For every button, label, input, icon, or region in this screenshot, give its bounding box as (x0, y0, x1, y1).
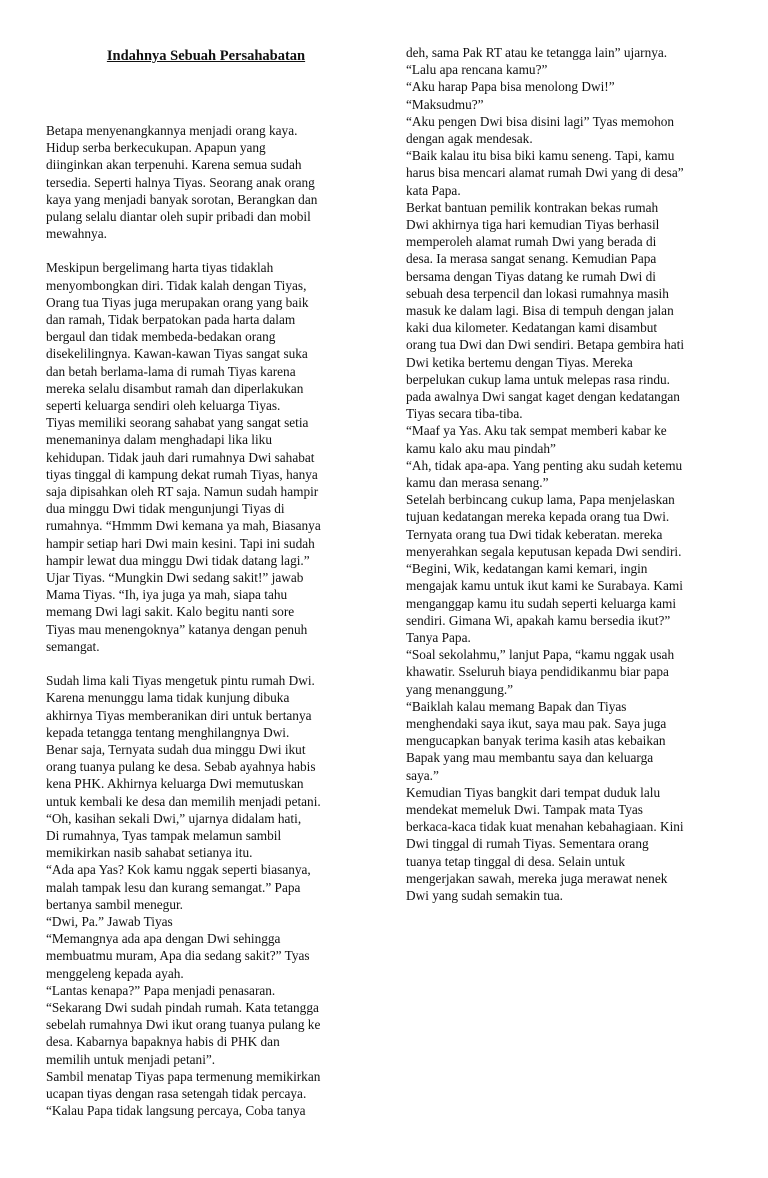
text-line: Ujar Tiyas. “Mungkin Dwi sedang sakit!” jawab (46, 570, 304, 586)
text-line: “Baiklah kalau memang Bapak dan Tiyas (406, 698, 627, 714)
text-line: menyerahkan segala keputusan kepada Dwi sendiri. (406, 543, 682, 559)
text-line: hampir lewat dua minggu Dwi tidak datang lagi.” (46, 552, 310, 568)
text-line: “Aku pengen Dwi bisa disini lagi” Tyas memohon (406, 113, 675, 129)
text-line: mengajak kamu untuk ikut kami ke Surabaya. Kami (406, 578, 683, 594)
text-line: “Kalau Papa tidak langsung percaya, Coba tanya (46, 1103, 306, 1119)
text-line: disekelilingnya. Kawan-kawan Tiyas sangat suka (46, 346, 308, 362)
text-line: ucapan tiyas dengan rasa setengah tidak percaya. (46, 1085, 307, 1101)
text-line: untuk kembali ke desa dan memilih menjadi petani. (46, 793, 321, 809)
text-line: menggeleng kepada ayah. (46, 965, 184, 981)
text-line: kamu kalo aku mau pindah” (406, 440, 556, 456)
text-line: “Baik kalau itu bisa biki kamu seneng. Tapi, kamu (406, 148, 675, 164)
text-line: berkaca-kaca tidak kuat menahan kebahagiaan. Kini (406, 819, 684, 835)
text-line: “Maaf ya Yas. Aku tak sempat memberi kabar ke (406, 423, 667, 439)
text-line: bersama dengan Tiyas datang ke rumah Dwi di (406, 268, 657, 284)
text-line: mereka selalu disambut ramah dan diperlakukan (46, 380, 304, 396)
text-line: Karena menunggu lama tidak kunjung dibuka (46, 690, 290, 706)
text-line: kaya yang menjadi banyak sorotan, Berangkan dan (46, 191, 318, 207)
text-line: dan betah berlama-lama di rumah Tiyas karena (46, 363, 296, 379)
paragraph-gap (46, 242, 358, 259)
right-column (406, 44, 728, 904)
text-line: deh, sama Pak RT atau ke tetangga lain” ujarnya. (406, 45, 668, 60)
text-line: “Aku harap Papa bisa menolong Dwi!” (406, 79, 615, 95)
text-line: sendiri. Gimana Wi, apakah kamu bersedia ikut?” (406, 612, 671, 628)
text-line: dua minggu Dwi tidak mengunjungi Tiyas di (46, 501, 285, 517)
text-line: tujuan kedatangan mereka kepada orang tua Dwi. (406, 509, 670, 525)
text-line: hampir setiap hari Dwi main kesini. Tapi ini sudah (46, 535, 315, 551)
text-line: mengerjakan sawah, mereka juga merawat nenek (406, 870, 668, 886)
text-line: diinginkan akan terpenuhi. Karena semua sudah (46, 157, 302, 173)
text-line: Bapak yang mau membantu saya dan keluarga (406, 750, 654, 766)
paragraph (46, 259, 358, 655)
text-line: Dwi yang sudah semakin tua. (406, 887, 563, 903)
text-line: dengan agak mendesak. (406, 131, 533, 147)
text-line: semangat. (46, 638, 100, 654)
text-line: orang tua Dwi dan Dwi sendiri. Betapa gembira hati (406, 337, 685, 353)
text-line: bergaul dan tidak membeda-bedakan orang (46, 329, 276, 345)
text-line: Berkat bantuan pemilik kontrakan bekas rumah (406, 199, 659, 215)
paragraph-gap (46, 655, 358, 672)
text-line: “Soal sekolahmu,” lanjut Papa, “kamu nggak usah (406, 647, 675, 663)
left-column-body (46, 122, 358, 1119)
text-line: kena PHK. Akhirnya keluarga Dwi memutuskan (46, 776, 304, 792)
text-line: yang menanggung.” (406, 681, 514, 697)
text-line: Sambil menatap Tiyas papa termenung memikirkan (46, 1068, 321, 1084)
text-line: orang tuanya pulang ke desa. Sebab ayahnya habis (46, 759, 316, 775)
text-line: tuanya tetap tinggal di desa. Selain untuk (406, 853, 625, 869)
text-line: menganggap kamu itu sudah seperti keluarga kami (406, 595, 677, 611)
text-line: Kemudian Tiyas bangkit dari tempat duduk lalu (406, 784, 661, 800)
text-line: Dwi ketika bertemu dengan Tiyas. Mereka (406, 354, 633, 370)
text-line: Betapa menyenangkannya menjadi orang kaya. (46, 123, 298, 138)
text-line: masuk ke dalam lagi. Bisa di tempuh dengan jalan (406, 303, 674, 319)
text-line: Dwi akhirnya tiga hari kemudian Tiyas berhasil (406, 217, 660, 233)
right-column-body (406, 44, 728, 904)
text-line: Tiyas mau menengoknya” katanya dengan penuh (46, 621, 308, 637)
text-line: “Maksudmu?” (406, 96, 484, 112)
text-line: Tiyas secara tiba-tiba. (406, 406, 523, 422)
text-line: sebuah desa terpencil dan lokasi rumahnya masih (406, 285, 669, 301)
text-line: harus bisa mencari alamat rumah Dwi yang di desa” (406, 165, 684, 181)
text-line: akhirnya Tiyas memberanikan diri untuk bertanya (46, 707, 312, 723)
text-line: kaki dua kilometer. Kedatangan kami disambut (406, 320, 658, 336)
text-line: Sudah lima kali Tiyas mengetuk pintu rumah Dwi. (46, 673, 315, 689)
text-line: saya.” (406, 767, 439, 783)
text-line: Mama Tiyas. “Ih, iya juga ya mah, siapa tahu (46, 587, 288, 603)
text-line: sebelah rumahnya Dwi ikut orang tuanya pulang ke (46, 1017, 321, 1033)
text-line: “Sekarang Dwi sudah pindah rumah. Kata tetangga (46, 999, 319, 1015)
text-line: Dwi tinggal di rumah Tiyas. Sementara orang (406, 836, 649, 852)
text-line: “Dwi, Pa.” Jawab Tiyas (46, 913, 173, 929)
text-line: “Memangnya ada apa dengan Dwi sehingga (46, 931, 281, 947)
text-line: saja dipisahkan oleh RT saja. Namun sudah hampir (46, 484, 319, 500)
text-line: “Begini, Wik, kedatangan kami kemari, ingin (406, 561, 648, 577)
document-title: Indahnya Sebuah Persahabatan (106, 48, 306, 64)
text-line: “Lantas kenapa?” Papa menjadi penasaran. (46, 982, 276, 998)
text-line: memikirkan nasib sahabat setianya itu. (46, 845, 253, 861)
text-line: memperoleh alamat rumah Dwi yang berada di (406, 234, 657, 250)
text-line: Di rumahnya, Tyas tampak melamun sambil (46, 827, 282, 843)
text-line: pulang selalu diantar oleh supir pribadi dan mobil (46, 209, 311, 225)
text-line: malah tampak lesu dan kurang semangat.” Papa (46, 879, 301, 895)
text-line: “Ada apa Yas? Kok kamu nggak seperti biasanya, (46, 862, 311, 878)
text-line: “Ah, tidak apa-apa. Yang penting aku sudah ketemu (406, 457, 683, 473)
text-line: kepada tetangga tentang menghilangnya Dwi. (46, 724, 290, 740)
paragraph (46, 672, 358, 1119)
text-line: tiyas tinggal di kampung dekat rumah Tiyas, hanya (46, 466, 318, 482)
text-line: menyombongkan diri. Tidak kalah dengan Tiyas, (46, 277, 307, 293)
text-line: memilih untuk menjadi petani”. (46, 1051, 216, 1067)
text-line: Tiyas memiliki seorang sahabat yang sangat setia (46, 415, 309, 431)
text-line: membuatmu muram, Apa dia sedang sakit?” Tyas (46, 948, 310, 964)
text-line: memang Dwi lagi sakit. Kalo begitu nanti sore (46, 604, 295, 620)
text-line: desa. Kabarnya bapaknya habis di PHK dan (46, 1034, 280, 1050)
text-line: mengucapkan banyak terima kasih atas kebaikan (406, 733, 666, 749)
text-line: Tanya Papa. (406, 629, 471, 645)
left-column (46, 44, 358, 1119)
text-line: Hidup serba berkecukupan. Apapun yang (46, 140, 266, 156)
text-line: menghendaki saya ikut, saya mau pak. Saya juga (406, 715, 667, 731)
text-line: Ternyata orang tua Dwi tidak keberatan. mereka (406, 526, 663, 542)
text-line: dan ramah, Tidak berpatokan pada harta dalam (46, 312, 296, 328)
text-line: berpelukan cukup lama untuk melepas rasa rindu. (406, 371, 671, 387)
text-line: tersedia. Seperti halnya Tiyas. Seorang anak orang (46, 174, 315, 190)
text-line: mendekat memeluk Dwi. Tampak mata Tyas (406, 801, 643, 817)
text-line: desa. Ia merasa sangat senang. Kemudian Papa (406, 251, 657, 267)
text-line: rumahnya. “Hmmm Dwi kemana ya mah, Biasanya (46, 518, 321, 534)
text-line: khawatir. Sseluruh biaya pendidikanmu biar papa (406, 664, 669, 680)
text-line: seperti keluarga sendiri oleh keluarga Tiyas. (46, 398, 281, 414)
text-line: “Lalu apa rencana kamu?” (406, 62, 548, 78)
text-line: menemaninya dalam menghadapi lika liku (46, 432, 272, 448)
text-line: Orang tua Tiyas juga merupakan orang yang baik (46, 294, 309, 310)
text-line: Meskipun bergelimang harta tiyas tidaklah (46, 260, 274, 276)
text-line: kamu dan merasa senang.” (406, 475, 549, 491)
text-line: “Oh, kasihan sekali Dwi,” ujarnya didalam hati, (46, 810, 302, 826)
paragraph (46, 122, 358, 242)
text-line: bertanya sambil menegur. (46, 896, 183, 912)
title-spacer (46, 66, 358, 122)
text-line: kata Papa. (406, 182, 461, 198)
text-line: pada awalnya Dwi sangat kaget dengan kedatangan (406, 389, 680, 405)
text-line: Setelah berbincang cukup lama, Papa menjelaskan (406, 492, 675, 508)
text-line: kehidupan. Tidak jauh dari rumahnya Dwi sahabat (46, 449, 315, 465)
text-line: mewahnya. (46, 226, 107, 242)
text-line: Benar saja, Ternyata sudah dua minggu Dwi ikut (46, 741, 306, 757)
